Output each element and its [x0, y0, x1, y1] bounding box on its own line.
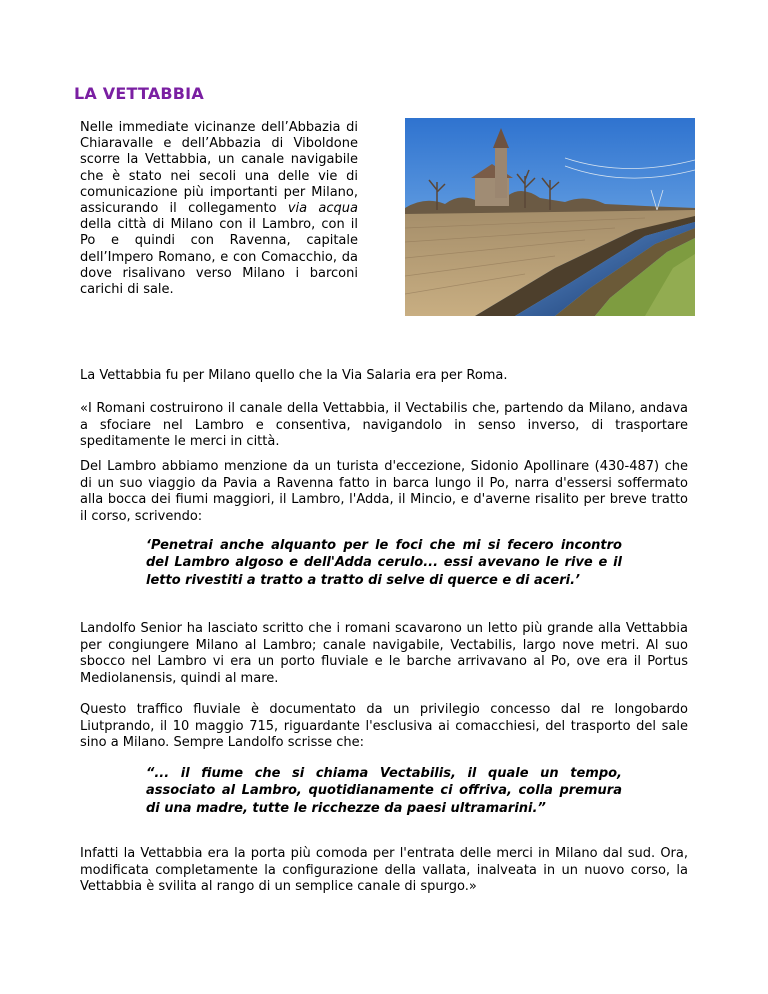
canal-photo	[405, 118, 695, 316]
page-title: LA VETTABBIA	[74, 84, 204, 103]
paragraph-landolfo: Landolfo Senior ha lasciato scritto che i romani scavarono un letto più grande alla Vettabbia per congiungere Milano al Lambro; canale navigabile, Vectabilis, largo nove metri. Al suo sbocco nel Lambro vi era un porto fluviale e le barche arrivavano al Po, ove era il Portus Mediolanensis, quindi al mare.	[80, 621, 688, 686]
intro-text-start: Nelle immediate vicinanze dell’Abbazia di Chiaravalle e dell’Abbazia di Viboldone scorre la Vettabbia, un canale navigabile che è stato nei secoli una delle vie di comunicazione più importanti per Milano, assicurando il collegamento	[80, 120, 358, 217]
intro-italic-text: via acqua	[287, 201, 358, 217]
intro-text-end: della città di Milano con il Lambro, con il Po e quindi con Ravenna, capitale dell’Impero Romano, e con Comacchio, da dove risalivano verso Milano i barconi carichi di sale.	[80, 217, 358, 298]
paragraph-via-salaria: La Vettabbia fu per Milano quello che la Via Salaria era per Roma.	[80, 368, 508, 383]
intro-paragraph	[80, 120, 358, 298]
paragraph-conclusion: Infatti la Vettabbia era la porta più comoda per l'entrata delle merci in Milano dal sud. Ora, modificata completamente la configurazione della vallata, inalveata in un nuovo corso, la Vettabbia è svilita al rango di un semplice canale di spurgo.»	[80, 846, 688, 895]
paragraph-liutprando: Questo traffico fluviale è documentato da un privilegio concesso dal re longobardo Liutprando, il 10 maggio 715, riguardante l'esclusiva ai comacchiesi, del trasporto del sale sino a Milano. Sempre Landolfo scrisse che:	[80, 702, 688, 751]
quote-landolfo: “... il fiume che si chiama Vectabilis, il quale un tempo, associato al Lambro, quotidianamente ci offriva, colla premura di una madre, tutte le ricchezze da paesi ultramarini.”	[146, 766, 622, 816]
paragraph-sidonio: Del Lambro abbiamo menzione da un turista d'eccezione, Sidonio Apollinare (430-487) che di un suo viaggio da Pavia a Ravenna fatto in barca lungo il Po, narra d'essersi soffermato alla bocca dei fiumi maggiori, il Lambro, l'Adda, il Mincio, e d'averne risalito per breve tratto il corso, scrivendo:	[80, 459, 688, 524]
paragraph-romani: «I Romani costruirono il canale della Vettabbia, il Vectabilis che, partendo da Milano, andava a sfociare nel Lambro e consentiva, navigandolo in senso inverso, di trasportare speditamente le merci in città.	[80, 401, 688, 450]
canal-landscape-image	[405, 118, 695, 316]
quote-sidonio: ‘Penetrai anche alquanto per le foci che mi si fecero incontro del Lambro algoso e dell'Adda cerulo... essi avevano le rive e il letto rivestiti a tratto a tratto di selve di querce e di aceri.’	[146, 538, 622, 588]
